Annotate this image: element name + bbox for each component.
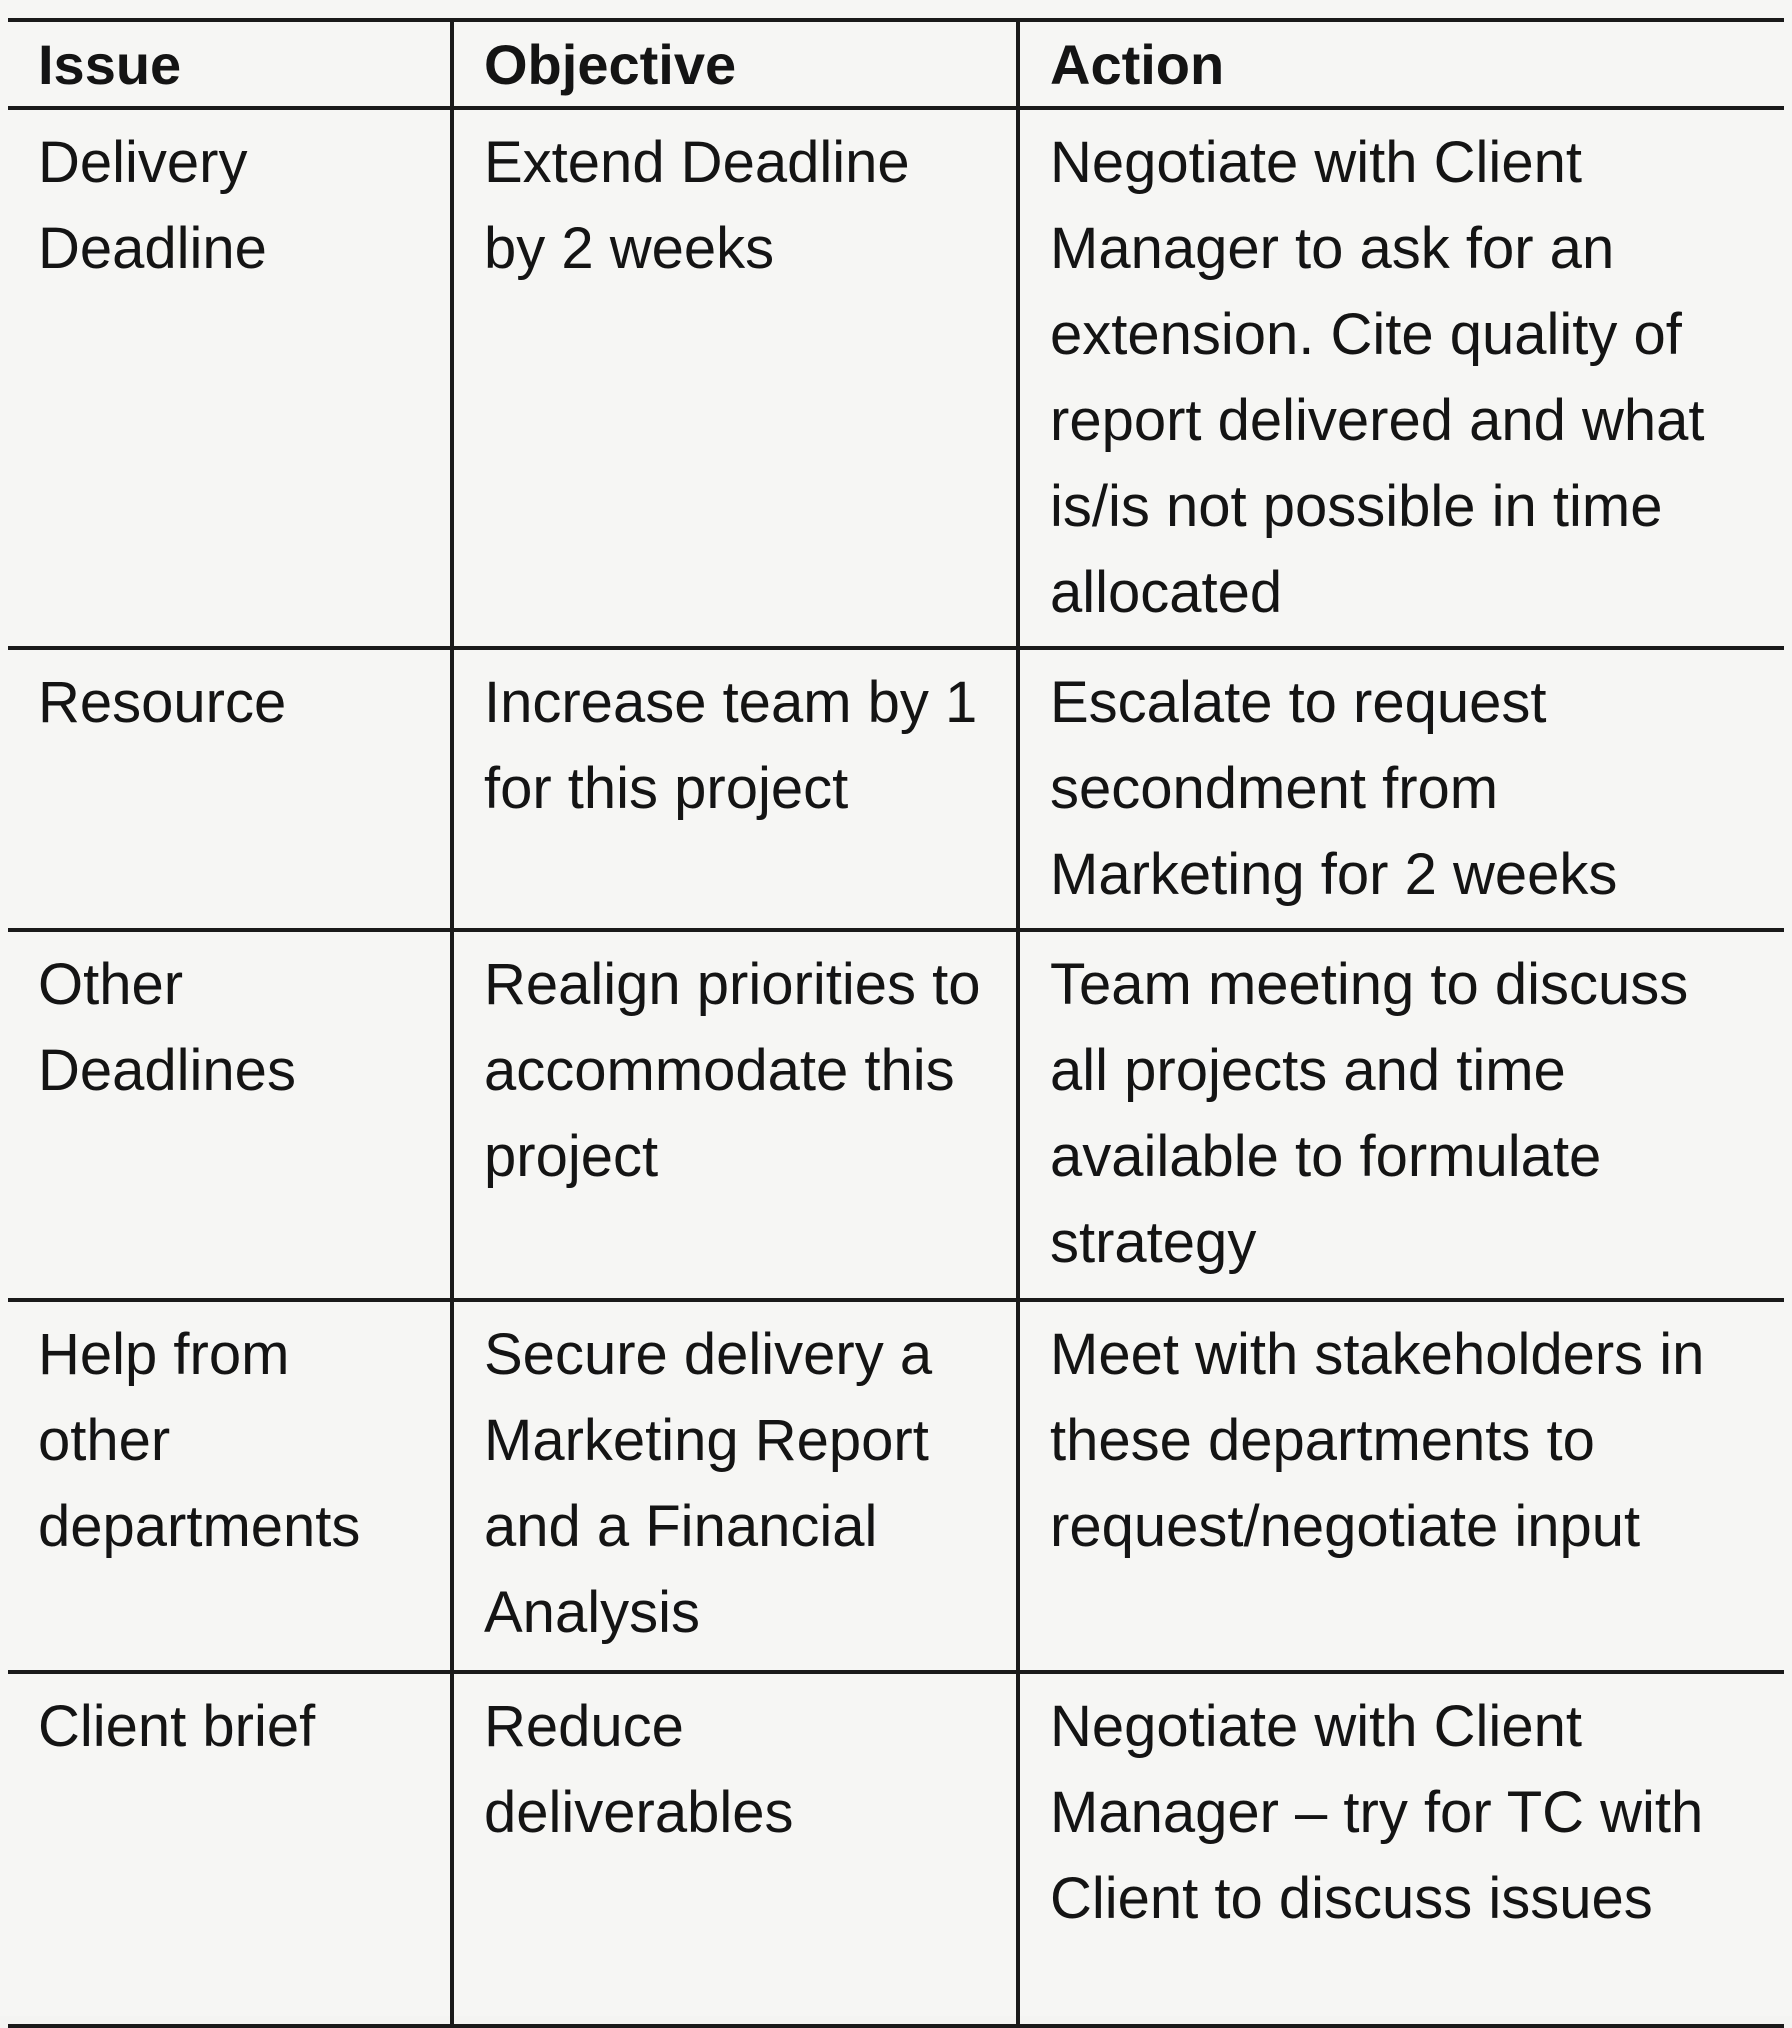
cell-action: Negotiate with Client Manager to ask for an extension. Cite quality of report delivered and what is/is not possible in time allocated [1018,108,1784,648]
cell-issue: Client brief [8,1672,452,2026]
cell-objective: Extend Deadline by 2 weeks [452,108,1018,648]
cell-issue: Resource [8,648,452,930]
cell-objective: Increase team by 1 for this project [452,648,1018,930]
cell-objective: Realign priorities to accommodate this project [452,930,1018,1300]
cell-objective: Secure delivery a Marketing Report and a Financial Analysis [452,1300,1018,1672]
issue-objective-action-table [8,18,1784,2028]
cell-issue: Other Deadlines [8,930,452,1300]
cell-objective: Reduce deliverables [452,1672,1018,2026]
header-issue: Issue [8,20,452,108]
cell-action: Escalate to request secondment from Marketing for 2 weeks [1018,648,1784,930]
cell-issue: Delivery Deadline [8,108,452,648]
cell-action: Negotiate with Client Manager – try for TC with Client to discuss issues [1018,1672,1784,2026]
table-row [8,1300,1784,1672]
table-row [8,1672,1784,2026]
header-action: Action [1018,20,1784,108]
table-row [8,648,1784,930]
table-row [8,108,1784,648]
header-objective: Objective [452,20,1018,108]
table-header-row [8,20,1784,108]
cell-action: Meet with stakeholders in these departments to request/negotiate input [1018,1300,1784,1672]
table-row [8,930,1784,1300]
cell-issue: Help from other departments [8,1300,452,1672]
cell-action: Team meeting to discuss all projects and time available to formulate strategy [1018,930,1784,1300]
